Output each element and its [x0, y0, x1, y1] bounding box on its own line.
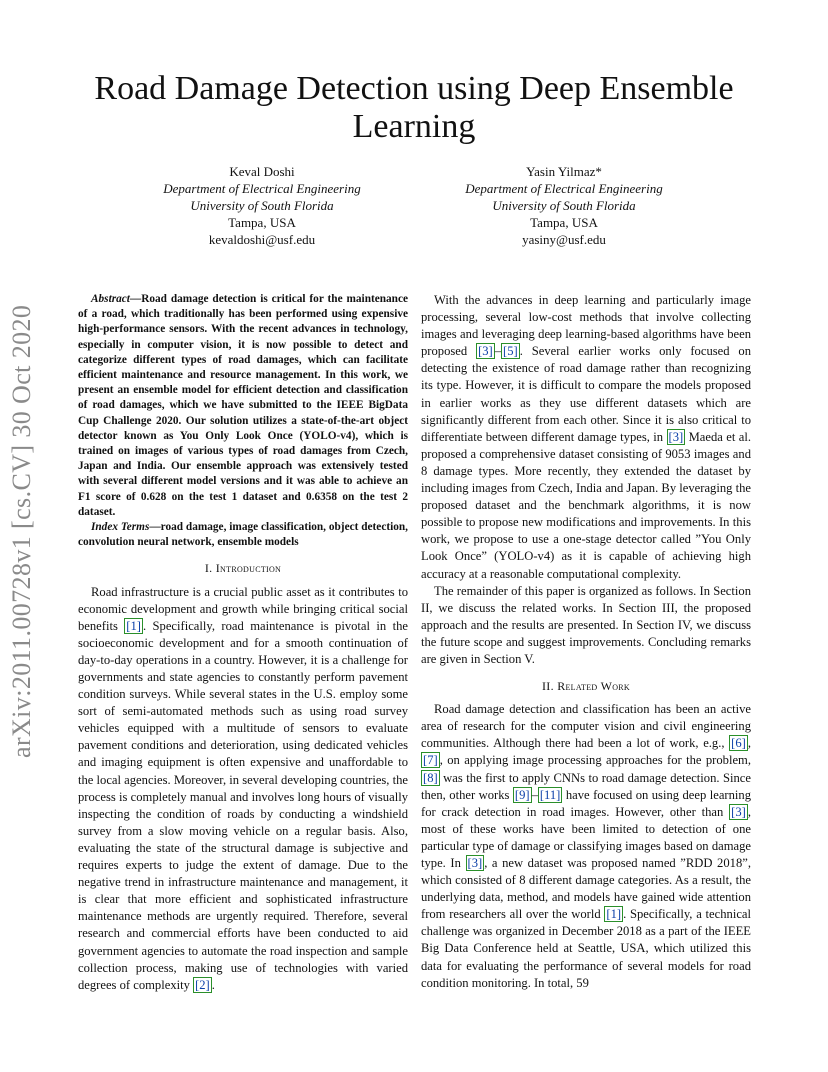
citation-link[interactable]: [8] — [423, 770, 438, 785]
abstract-text: —Road damage detection is critical for the maintenance of a road, which traditionally has been performed using expensive high-performance sensors. With the recent advances in technology, especially in computer vision, it is now possible to detect and categorize different types of road damages, which can facilitate efficient maintenance and resource management. In this work, we present an ensemble model for efficient detection and classification of road damages, which we have submitted to the IEEE BigData Cup Challenge 2020. Our solution utilizes a state-of-the-art object detector known as You Only Look Once (YOLO-v4), which is trained on images of various types of road damages from Czech, Japan and India. Our ensemble approach was extensively tested with several different model versions and it was able to achieve an F1 score of 0.628 on the test 1 dataset and 0.6358 on the test 2 dataset. — [78, 293, 408, 518]
abstract — [78, 292, 408, 520]
author-name: Keval Doshi — [229, 164, 295, 179]
intro-paragraph-2: With the advances in deep learning and particularly image processing, several low-cost methods that involve collecting images and leveraging deep learning-based algorithms have been proposed [3] – [5] . Several earlier works only focused on detecting the existence of road damage rather than recognizing its type. However, it is difficult to compare the models proposed in earlier works as they use different datasets which are significantly different from each other. Since it is also critical to differentiate between different damage types, in [3] Maeda et al. proposed a comprehensive dataset consisting of 9053 images and 8 damage types. More recently, they extended the dataset by including images from Czech, India and Japan. By leveraging the proposed dataset and the benchmark algorithms, it is now possible to propose new modifications and improvements. In this work, we propose to use a one-stage detector called ”You Only Look Once” (YOLO-v4) as it is capable of achieving high accuracy at a reasonable computational complexity. — [421, 293, 752, 581]
index-terms-text: —road damage, image classification, object detection, convolution neural network, ensemble models — [78, 521, 408, 549]
citation-link[interactable]: [3] — [478, 344, 493, 359]
citation-link[interactable]: [11] — [539, 787, 561, 802]
right-column — [421, 292, 751, 992]
citation-link[interactable]: [2] — [195, 977, 210, 992]
author-dept: Department of Electrical Engineering — [465, 181, 663, 196]
author-univ: University of South Florida — [190, 198, 334, 213]
author-email: yasiny@usf.edu — [522, 232, 606, 247]
citation-link[interactable]: [3] — [731, 804, 746, 819]
citation-link[interactable]: [1] — [126, 618, 141, 633]
citation-link[interactable]: [6] — [731, 736, 746, 751]
citation-link[interactable]: [3] — [668, 429, 684, 444]
author-name: Yasin Yilmaz* — [526, 164, 602, 179]
citation-link[interactable]: [7] — [423, 753, 438, 768]
intro-paragraph-3: The remainder of this paper is organized as follows. In Section II, we discuss the related works. In Section III, the proposed approach and the results are presented. In Section IV, we discuss the future scope and suggest improvements. Concluding remarks are given in Section V. — [421, 583, 751, 666]
index-terms-label: Index Terms — [91, 521, 150, 534]
arxiv-stamp: arXiv:2011.00728v1 [cs.CV] 30 Oct 2020 — [7, 304, 36, 758]
author-block-1 — [112, 163, 412, 248]
author-location: Tampa, USA — [530, 215, 598, 230]
author-dept: Department of Electrical Engineering — [163, 181, 361, 196]
section-heading-introduction: I. Introduction — [204, 561, 282, 576]
author-block-2 — [414, 163, 714, 248]
citation-link[interactable]: [1] — [606, 907, 622, 922]
index-terms — [78, 520, 408, 550]
citation-link[interactable]: [9] — [514, 787, 530, 802]
citation-link[interactable]: [5] — [503, 344, 518, 359]
related-paragraph-1: Road damage detection and classification has been an active area of research for the computer vision and civil engineering communities. Although there had been a lot of work, e.g., [6] , [7] , on applying image processing approaches for the problem, [8] was the first to apply CNNs to road damage detection. Since then, other works [9] – [11] have focused on using deep learning for crack detection in road images. However, other than [3] , most of these works have been limited to detection of one particular type of damage or classifying images based on damage type. In [3] , a new dataset was proposed named ”RDD 2018”, which consisted of 8 different damage categories. As a result, the underlying data, method, and models have gained wide attention from researchers all over the world [1] . Specifically, a technical challenge was organized in December 2018 as a part of the IEEE Big Data Conference held at Seattle, USA, which utilized this data for evaluating the performance of several models for road condition monitoring. In total, 59 — [421, 702, 752, 990]
author-email: kevaldoshi@usf.edu — [208, 232, 316, 247]
left-column — [78, 292, 408, 994]
abstract-label: Abstract — [91, 293, 130, 305]
section-heading-related-work: II. Related Work — [541, 679, 631, 694]
author-location: Tampa, USA — [228, 215, 296, 230]
author-univ: University of South Florida — [492, 198, 636, 213]
citation-link[interactable]: [3] — [467, 856, 483, 870]
paper-title: Road Damage Detection using Deep Ensemble Learning — [94, 70, 734, 145]
intro-paragraph-1: Road infrastructure is a crucial public asset as it contributes to economic development and growth while bringing critical social benefits [1] . Specifically, road maintenance is pivotal in the socioeconomic development and for a smooth continuation of day-to-day operations in a country. However, it is a challenge for governments and state agencies to constantly perform pavement condition surveys. While several states in the U.S. employ some sort of semi-automated methods such as using road survey vehicles equipped with a multitude of sensors to evaluate pavement conditions and deterioration, using dedicated vehicles and imaging equipment is often expensive and unaffordable to the local agencies. Moreover, in several developing countries, the process is completely manual and involves long hours of visually inspecting the condition of roads by conducting a windshield survey from a slow moving vehicle on a regular basis. Also, evaluating the state of the structural damage is subjective and requires experts to judge the extent of damage. Due to the negative trend in infrastructure maintenance and management, it is clear that more efficient and sophisticated infrastructure maintenance methods are urgently required. Therefore, several research and commercial efforts have been conducted to aid government agencies to automate the road inspection and sample collection process, making use of technologies with varied degrees of complexity [2] . — [78, 584, 409, 992]
